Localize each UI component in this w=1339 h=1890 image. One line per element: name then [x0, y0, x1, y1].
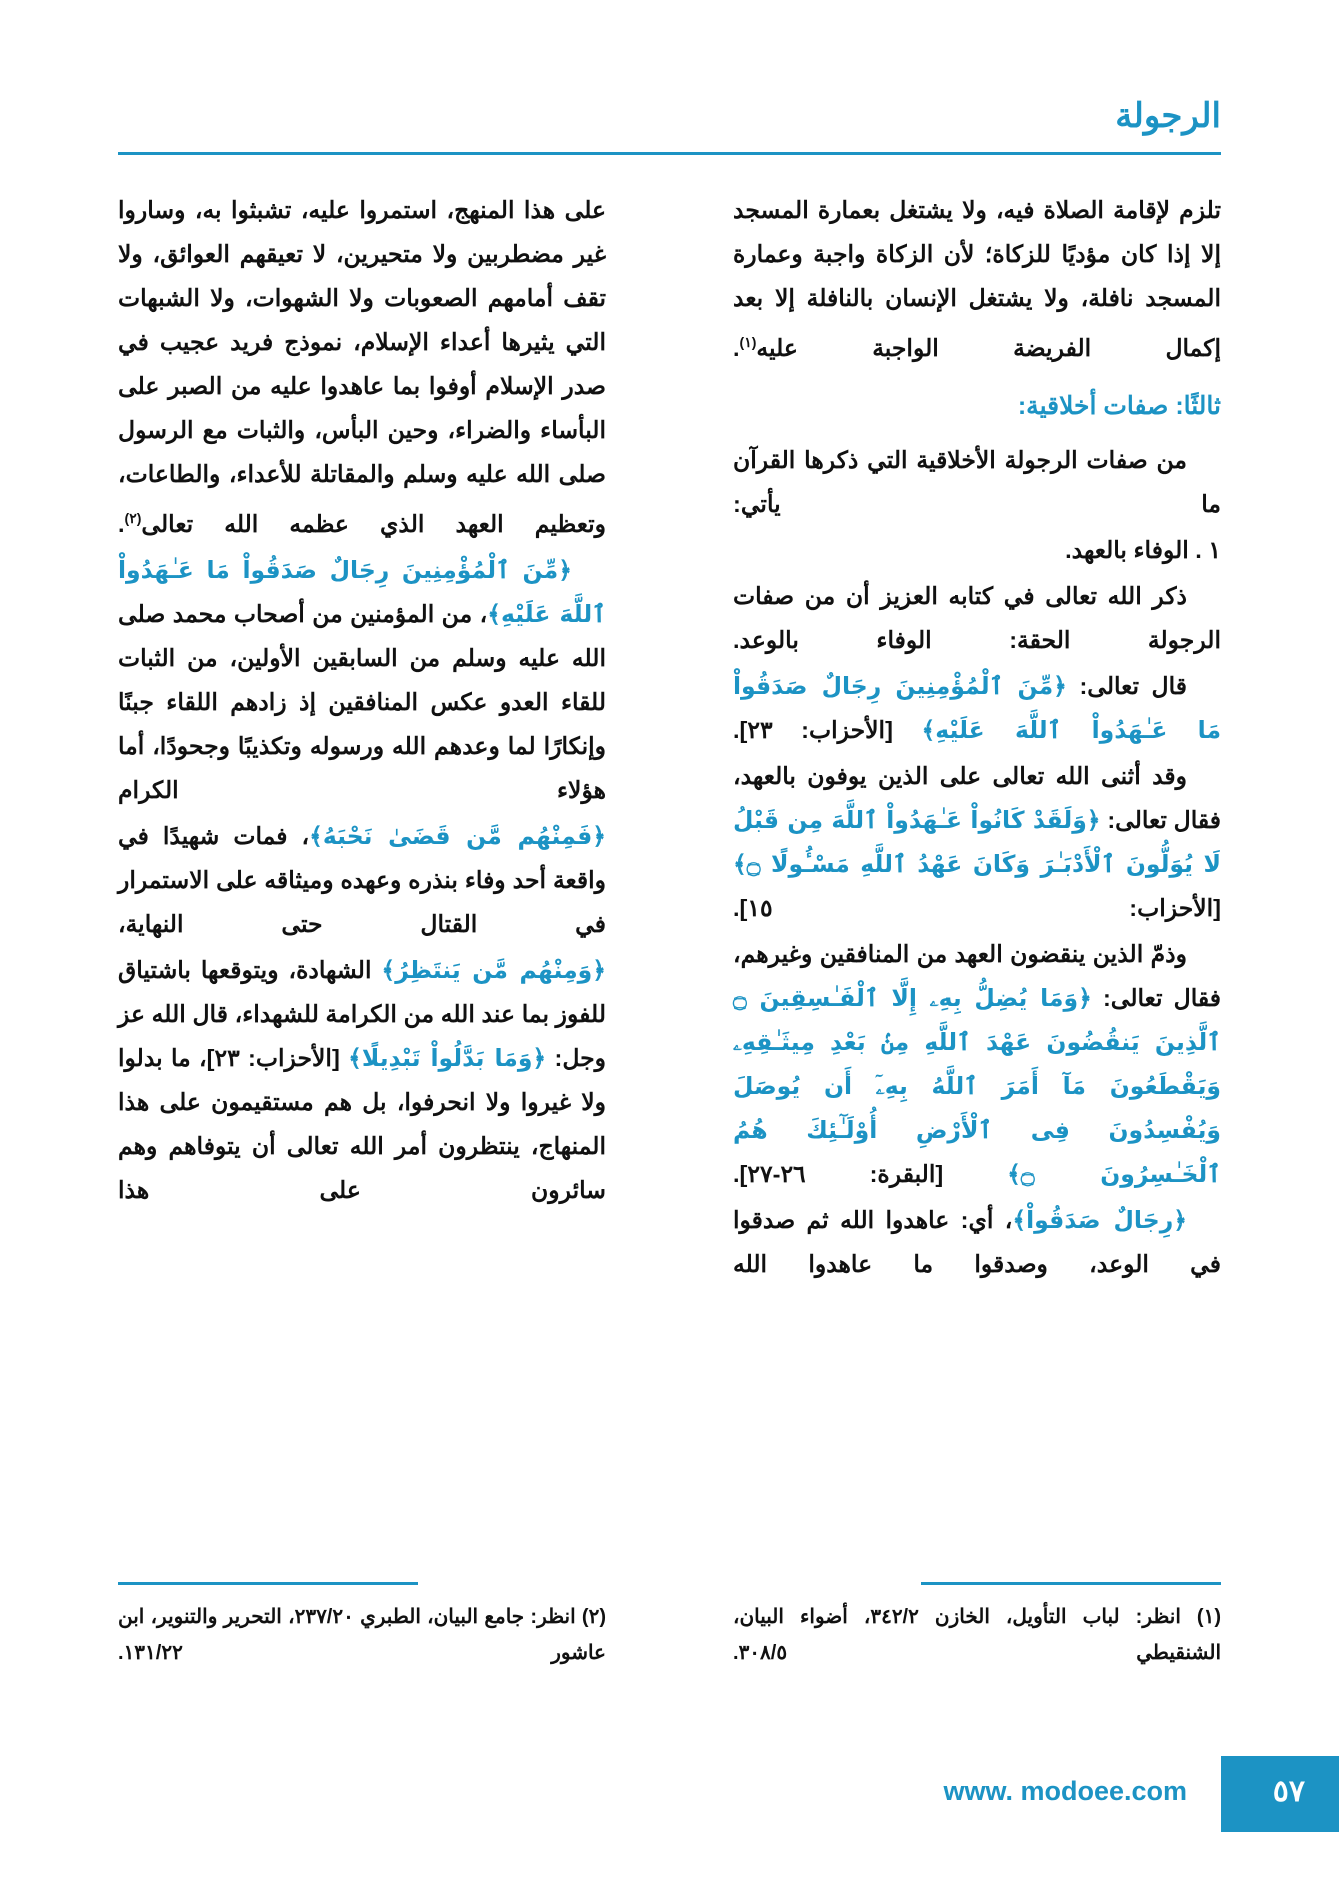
footnote-divider: [921, 1582, 1221, 1585]
paragraph: وذمّ الذين ينقضون العهد من المنافقين وغيرهم، فقال تعالى: ﴿وَمَا يُضِلُّ بِهِۦ إِلَّا ٱلْفَـٰسِقِينَ ۝ ٱلَّذِينَ يَنقُضُونَ عَهْدَ ٱللَّهِ مِنۢ بَعْدِ مِيثَـٰقِهِۦ وَيَقْطَعُونَ مَآ أَمَرَ ٱللَّهُ بِهِۦٓ أَن يُوصَلَ وَيُفْسِدُونَ فِى ٱلْأَرْضِ أُوْلَـٰٓئِكَ هُمُ ٱلْخَـٰسِرُونَ ۝﴾ [البقرة: ٢٦-٢٧].: [733, 940, 1222, 1188]
book-title: الرجولة: [1115, 97, 1221, 135]
footnote-text: (٢) انظر: جامع البيان، الطبري ٢٣٧/٢٠، التحرير والتنوير، ابن عاشور ١٣١/٢٢.: [118, 1605, 606, 1664]
section-subheading: ثالثًا: صفات أخلاقية:: [1017, 391, 1221, 420]
quran-verse: ﴿مِّنَ ٱلْمُؤْمِنِينَ رِجَالٌ صَدَقُواْ مَا عَـٰهَدُواْ ٱللَّهَ عَلَيْهِ﴾: [733, 671, 1222, 744]
verse-reference: [الأحزاب: ٢٣]: [206, 1044, 340, 1071]
footnote-marker: (١): [739, 334, 757, 350]
quran-verse: ﴿وَمَا يُضِلُّ بِهِۦ إِلَّا ٱلْفَـٰسِقِينَ ۝ ٱلَّذِينَ يَنقُضُونَ عَهْدَ ٱللَّهِ مِنۢ بَعْدِ مِيثَـٰقِهِۦ وَيَقْطَعُونَ مَآ أَمَرَ ٱللَّهُ بِهِۦٓ أَن يُوصَلَ وَيُفْسِدُونَ فِى ٱلْأَرْضِ أُوْلَـٰٓئِكَ هُمُ ٱلْخَـٰسِرُونَ ۝﴾: [733, 983, 1221, 1188]
paragraph: تلزم لإقامة الصلاة فيه، ولا يشتغل بعمارة المسجد إلا إذا كان مؤديًا للزكاة؛ لأن الزكاة واجبة وعمارة المسجد نافلة، ولا يشتغل الإنسان بالنافلة إلا بعد إكمال الفريضة الواجبة عليه$^{(١)}$.: [733, 197, 1221, 361]
quran-verse: ﴿مِّنَ ٱلْمُؤْمِنِينَ رِجَالٌ صَدَقُواْ مَا عَـٰهَدُواْ ٱللَّهَ عَلَيْهِ﴾: [118, 555, 606, 628]
website-url: www. modoee.com: [943, 1776, 1187, 1806]
footnote-marker: (٢): [124, 510, 142, 526]
column-left: [118, 188, 606, 1598]
column-right: [733, 188, 1221, 1598]
verse-reference: [الأحزاب: ٢٣].: [733, 716, 893, 743]
body-columns: [118, 188, 1221, 1598]
paragraph: قال تعالى: ﴿مِّنَ ٱلْمُؤْمِنِينَ رِجَالٌ صَدَقُواْ مَا عَـٰهَدُواْ ٱللَّهَ عَلَيْهِ﴾ [الأحزاب: ٢٣].: [733, 671, 1222, 744]
quran-verse: ﴿وَلَقَدْ كَانُواْ عَـٰهَدُواْ ٱللَّهَ مِن قَبْلُ لَا يُوَلُّونَ ٱلْأَدْبَـٰرَ وَكَانَ عَهْدُ ٱللَّهِ مَسْـُٔولًا ۝﴾: [733, 805, 1221, 878]
quran-verse: ﴿وَمِنْهُم مَّن يَنتَظِرُ﴾: [381, 955, 607, 984]
verse-reference: [البقرة: ٢٦-٢٧].: [733, 1160, 944, 1187]
quran-verse: ﴿فَمِنْهُم مَّن قَضَىٰ نَحْبَهُ﴾: [309, 821, 606, 850]
list-item: ١ . الوفاء بالعهد.: [1065, 536, 1221, 563]
footnote-divider: [118, 1582, 418, 1585]
paragraph: على هذا المنهج، استمروا عليه، تشبثوا به، وساروا غير مضطربين ولا متحيرين، لا تعيقهم العوائق، ولا تقف أمامهم الصعوبات ولا الشهوات، ولا الشبهات التي يثيرها أعداء الإسلام، نموذج فريد عجيب في صدر الإسلام أوفوا بما عاهدوا عليه من الصبر على البأساء والضراء، وحين البأس، والثبات مع الرسول صلى الله عليه وسلم والمقاتلة للأعداء، والطاعات، وتعظيم العهد الذي عظمه الله تعالى$^{(٢)}$.: [118, 197, 606, 537]
paragraph: ﴿فَمِنْهُم مَّن قَضَىٰ نَحْبَهُ﴾، فمات شهيدًا في واقعة أحد وفاء بنذره وعهده وميثاقه على الاستمرار في القتال حتى النهاية،: [118, 821, 606, 937]
page-header: [118, 96, 1221, 158]
header-divider: [118, 152, 1221, 155]
paragraph: ﴿رِجَالٌ صَدَقُواْ﴾، أي: عاهدوا الله ثم صدقوا في الوعد، وصدقوا ما عاهدوا الله: [733, 1205, 1221, 1277]
verse-reference: [الأحزاب: ١٥].: [733, 894, 1221, 921]
page-footer: [0, 1756, 1339, 1832]
paragraph: ﴿مِّنَ ٱلْمُؤْمِنِينَ رِجَالٌ صَدَقُواْ مَا عَـٰهَدُواْ ٱللَّهَ عَلَيْهِ﴾، من المؤمنين من أصحاب محمد صلى الله عليه وسلم من السابقين الأولين، من الثبات للقاء العدو عكس المنافقين إذ زادهم اللقاء جبنًا وإنكارًا لما وعدهم الله ورسوله وتكذيبًا وجحودًا، أما هؤلاء الكرام: [118, 555, 606, 803]
paragraph: من صفات الرجولة الأخلاقية التي ذكرها القرآن ما يأتي:: [733, 446, 1221, 517]
paragraph: ﴿وَمِنْهُم مَّن يَنتَظِرُ﴾ الشهادة، ويتوقعها باشتياق للفوز بما عند الله من الكرامة للشهداء، قال الله عز وجل: ﴿وَمَا بَدَّلُواْ تَبْدِيلًا﴾ [الأحزاب: ٢٣]، ما بدلوا ولا غيروا ولا انحرفوا، بل هم مستقيمون على هذا المنهاج، ينتظرون أمر الله تعالى أن يتوفاهم وهم سائرون على هذا: [118, 955, 607, 1203]
quran-verse: ﴿وَمَا بَدَّلُواْ تَبْدِيلًا﴾: [348, 1043, 547, 1072]
quran-verse: ﴿رِجَالٌ صَدَقُواْ﴾: [1012, 1205, 1187, 1234]
paragraph: ذكر الله تعالى في كتابه العزيز أن من صفات الرجولة الحقة: الوفاء بالوعد.: [733, 582, 1221, 653]
footnotes-area: [118, 1582, 1221, 1714]
footnote-left: [118, 1582, 606, 1671]
footnote-text: (١) انظر: لباب التأويل، الخازن ٣٤٢/٢، أضواء البيان، الشنقيطي ٣٠٨/٥.: [733, 1605, 1222, 1664]
paragraph: وقد أثنى الله تعالى على الذين يوفون بالعهد، فقال تعالى: ﴿وَلَقَدْ كَانُواْ عَـٰهَدُواْ ٱللَّهَ مِن قَبْلُ لَا يُوَلُّونَ ٱلْأَدْبَـٰرَ وَكَانَ عَهْدُ ٱللَّهِ مَسْـُٔولًا ۝﴾ [الأحزاب: ١٥].: [733, 762, 1221, 921]
footnote-right: [733, 1582, 1221, 1671]
page-number: ٥٧: [1272, 1775, 1305, 1808]
